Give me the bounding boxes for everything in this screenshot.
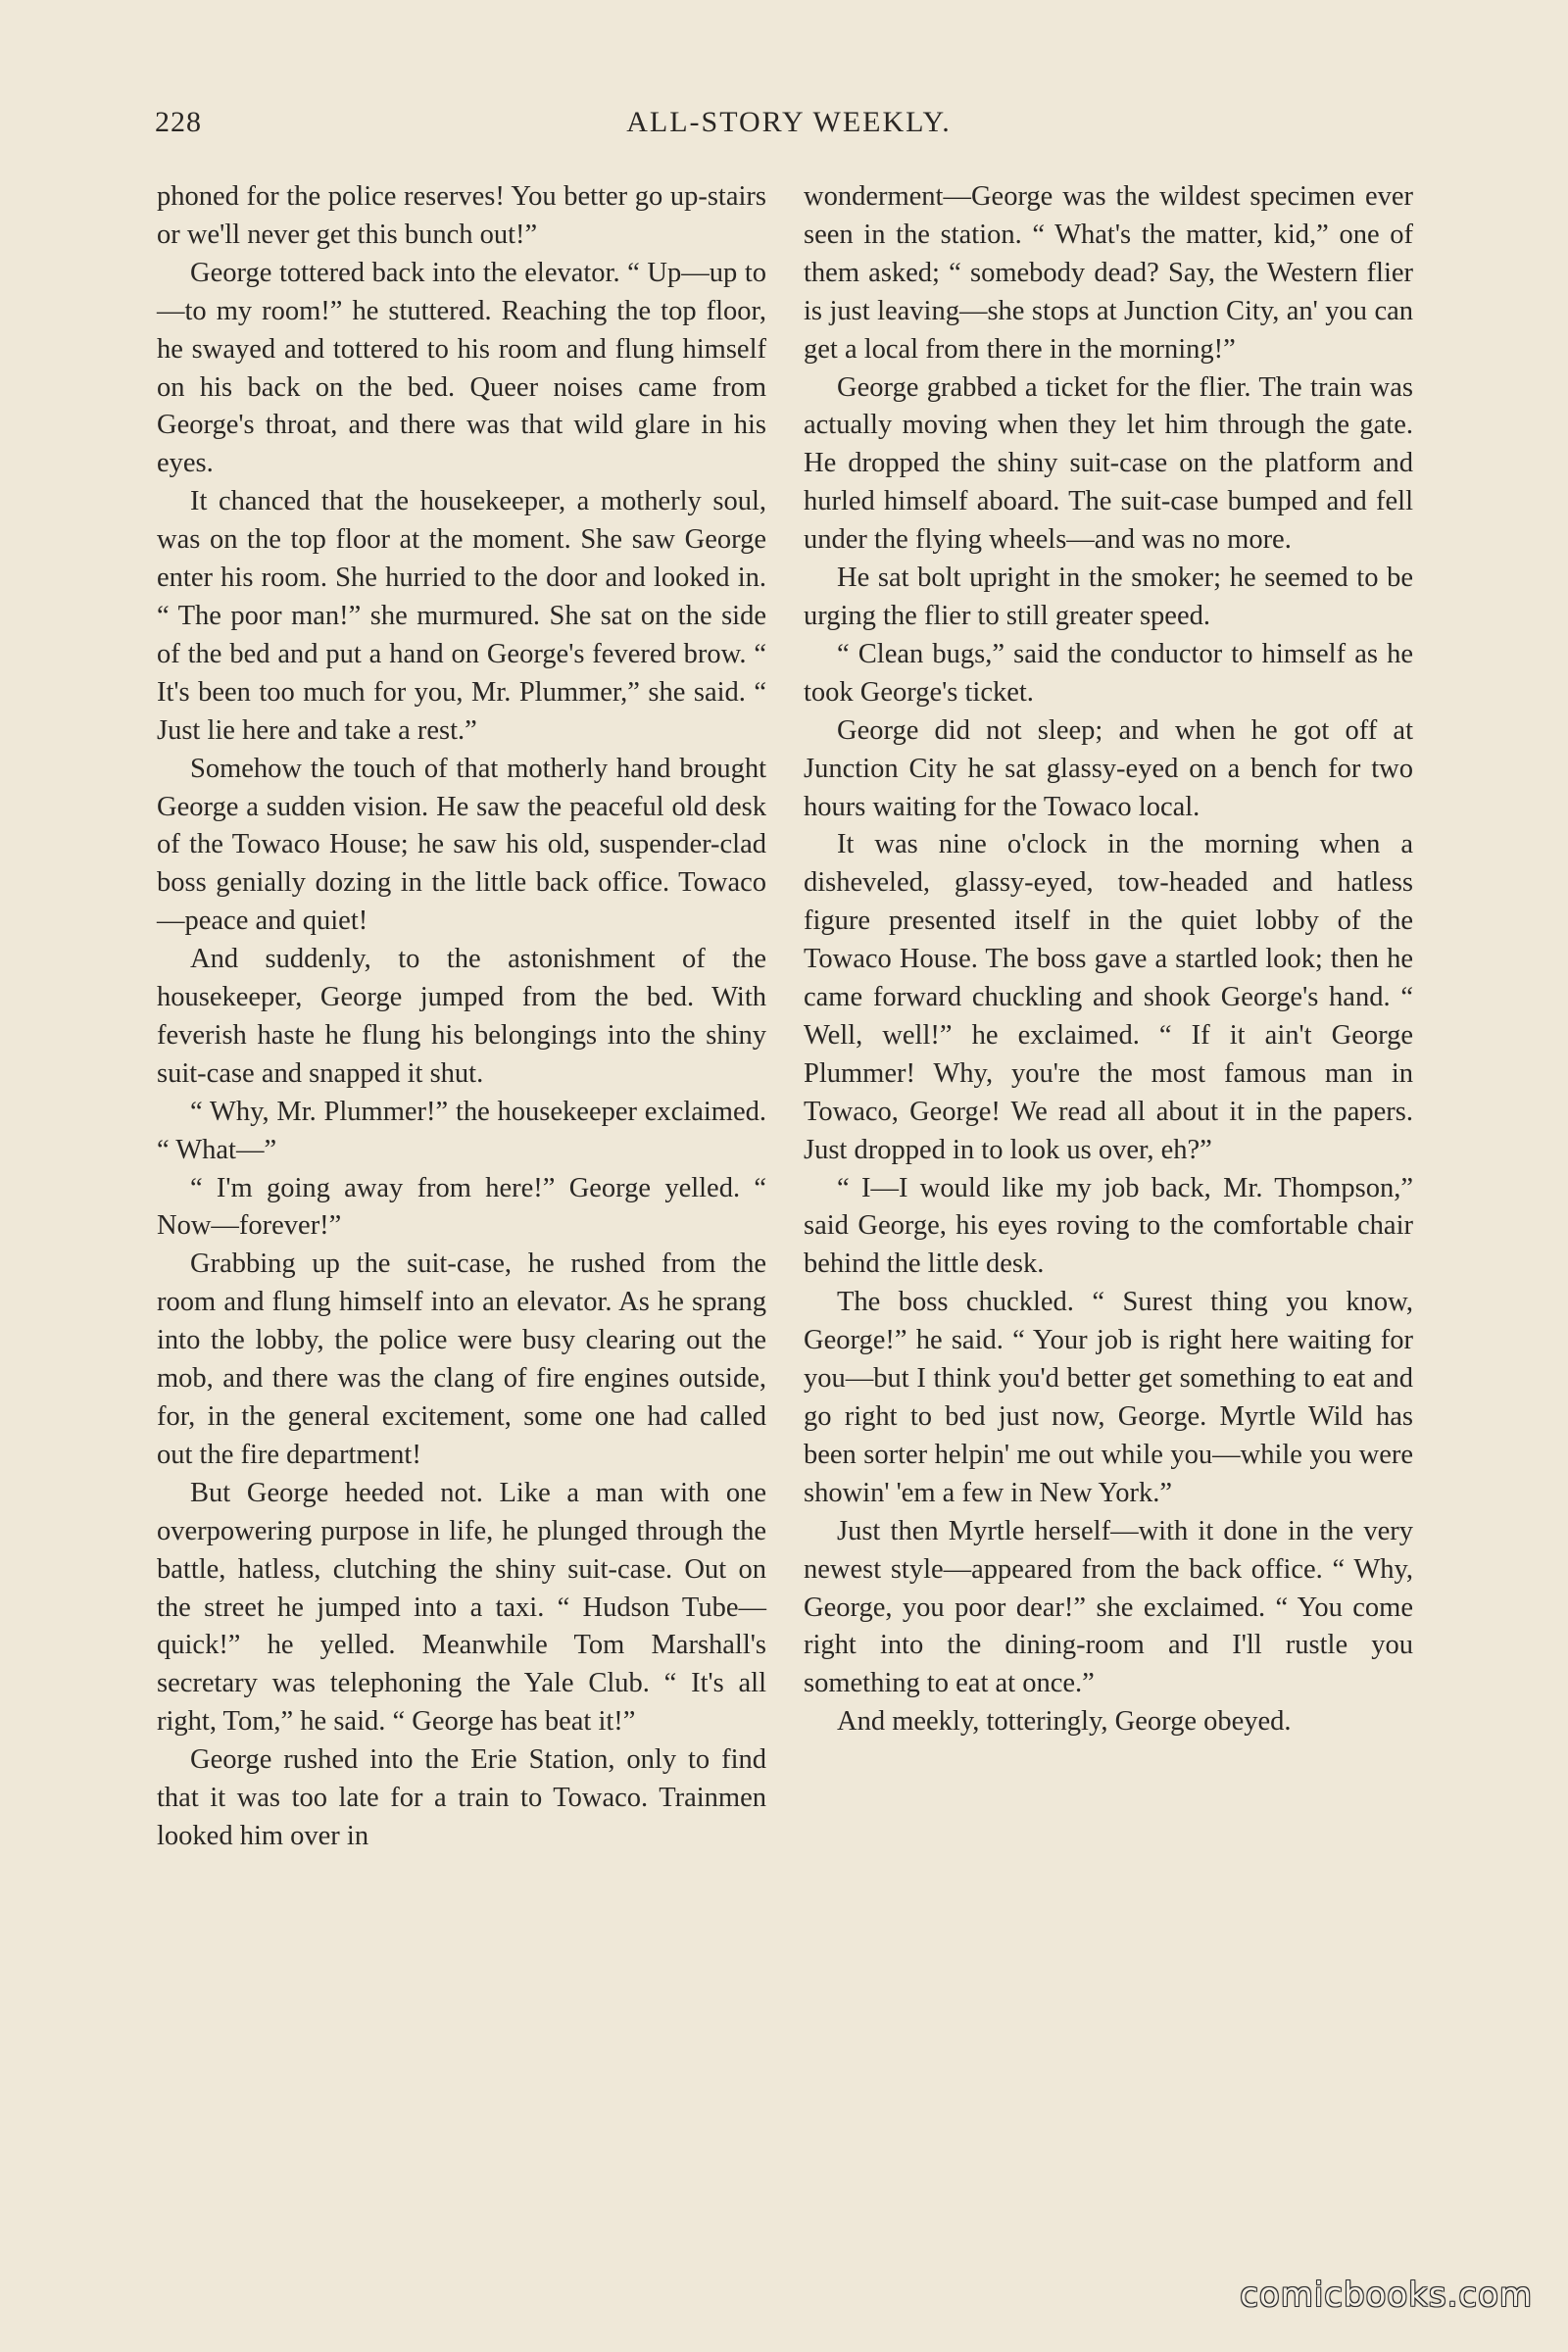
paragraph: Grabbing up the suit-case, he rushed from the room and flung himself into an elevator. As he sprang into the lobby, the police were busy clearing out the mob, and there was the clang of fire engines outside, for, in the general excitement, some one had called out the fire department! xyxy=(157,1249,766,1470)
watermark: comicbooks.com xyxy=(1240,2276,1533,2315)
page-header xyxy=(155,106,1423,151)
paragraph: Somehow the touch of that motherly hand brought George a sudden vision. He saw the peaceful old desk of the Towaco House; he saw his old, suspender-clad boss genially dozing in the little back office. Towaco—peace and quiet! xyxy=(157,753,766,937)
paragraph: He sat bolt upright in the smoker; he seemed to be urging the flier to still greater speed. xyxy=(804,563,1413,631)
paragraph: It chanced that the housekeeper, a motherly soul, was on the top floor at the moment. She saw George enter his room. She hurried to the door and looked in. “ The poor man!” she murmured. She sat on the side of the bed and put a hand on George's fevered brow. “ It's been too much for you, Mr. Plummer,” she said. “ Just lie here and take a rest.” xyxy=(157,486,766,746)
paragraph: And meekly, totteringly, George obeyed. xyxy=(837,1706,1292,1738)
paragraph: “ Clean bugs,” said the conductor to himself as he took George's ticket. xyxy=(804,638,1413,708)
paragraph: George tottered back into the elevator. “ Up—up to—to my room!” he stuttered. Reaching the top floor, he swayed and tottered to his room and flung himself on his back on the bed. Queer noises came from George's throat, and there was that wild glare in his eyes. xyxy=(157,257,766,479)
paragraph: “ Why, Mr. Plummer!” the housekeeper exclaimed. “ What—” xyxy=(157,1096,766,1165)
paragraph: Just then Myrtle herself—with it done in the very newest style—appeared from the back office. “ Why, George, you poor dear!” she exclaimed. “ You come right into the dining-room and I'll rustle you something to eat at once.” xyxy=(804,1515,1413,1699)
paragraph: phoned for the police reserves! You better go up-stairs or we'll never get this bunch out!” xyxy=(157,181,766,250)
running-title: ALL-STORY WEEKLY. xyxy=(626,106,952,138)
paragraph: But George heeded not. Like a man with one overpowering purpose in life, he plunged through the battle, hatless, clutching the shiny suit-case. Out on the street he jumped into a taxi. “ Hudson Tube—quick!” he yelled. Meanwhile Tom Marshall's secretary was telephoning the Yale Club. “ It's all right, Tom,” he said. “ George has beat it!” xyxy=(157,1477,766,1738)
paragraph: It was nine o'clock in the morning when a disheveled, glassy-eyed, tow-headed and hatless figure presented itself in the quiet lobby of the Towaco House. The boss gave a startled look; then he came forward chuckling and shook George's hand. “ Well, well!” he exclaimed. “ If it ain't George Plummer! Why, you're the most famous man in Towaco, George! We read all about it in the papers. Just dropped in to look us over, eh?” xyxy=(804,829,1413,1165)
paragraph: George rushed into the Erie Station, only to find that it was too late for a train to Towaco. Trainmen looked him over in xyxy=(157,1744,766,1851)
page-number: 228 xyxy=(155,106,202,138)
paragraph: And suddenly, to the astonishment of the housekeeper, George jumped from the bed. With feverish haste he flung his belongings into the shiny suit-case and snapped it shut. xyxy=(157,944,766,1089)
paragraph: “ I—I would like my job back, Mr. Thompson,” said George, his eyes roving to the comfortable chair behind the little desk. xyxy=(804,1172,1413,1280)
right-column xyxy=(804,178,1413,1741)
paragraph: “ I'm going away from here!” George yelled. “ Now—forever!” xyxy=(157,1172,766,1242)
paragraph: George did not sleep; and when he got off at Junction City he sat glassy-eyed on a bench for two hours waiting for the Towaco local. xyxy=(804,714,1413,822)
paragraph: The boss chuckled. “ Surest thing you know, George!” he said. “ Your job is right here waiting for you—but I think you'd better get something to eat and go right to bed just now, George. Myrtle Wild has been sorter helpin' me out while you—while you were showin' 'em a few in New York.” xyxy=(804,1287,1413,1508)
paragraph: George grabbed a ticket for the flier. The train was actually moving when they let him through the gate. He dropped the shiny suit-case on the platform and hurled himself aboard. The suit-case bumped and fell under the flying wheels—and was no more. xyxy=(804,371,1413,556)
paragraph: wonderment—George was the wildest specimen ever seen in the station. “ What's the matter, kid,” one of them asked; “ somebody dead? Say, the Western flier is just leaving—she stops at Junction City, an' you can get a local from there in the morning!” xyxy=(804,181,1413,365)
left-column xyxy=(157,178,766,1856)
